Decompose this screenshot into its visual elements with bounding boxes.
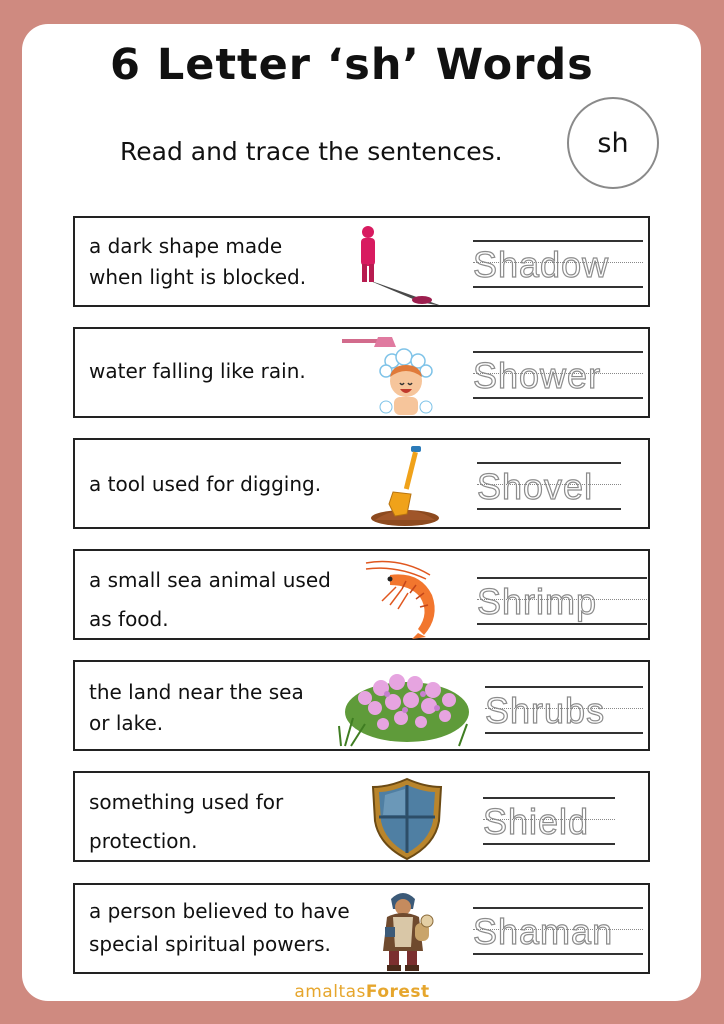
description-line: special spiritual powers.	[89, 932, 331, 956]
brand-light: amaltas	[294, 982, 366, 1002]
description-line: something used for	[89, 790, 284, 814]
row-description	[89, 783, 283, 861]
exercise-row-shrubs	[73, 660, 650, 751]
row-description	[89, 359, 306, 384]
description-line: protection.	[89, 829, 198, 853]
exercise-row-shovel	[73, 438, 650, 529]
description-line: the land near the sea	[89, 680, 304, 704]
trace-letters: Shadow	[473, 244, 610, 285]
exercise-row-shadow	[73, 216, 650, 307]
sh-badge: sh	[567, 97, 659, 189]
trace-letters: Shrimp	[477, 581, 598, 622]
trace-word-shower[interactable]	[473, 349, 643, 405]
exercise-row-shrimp	[73, 549, 650, 640]
shovel-icon	[365, 444, 445, 528]
exercise-row-shaman	[73, 883, 650, 974]
row-description	[89, 899, 350, 957]
description-line: water falling like rain.	[89, 359, 306, 383]
trace-word-shaman[interactable]	[473, 905, 643, 961]
trace-word-shrimp[interactable]	[477, 575, 647, 631]
trace-word-shovel[interactable]	[477, 460, 621, 516]
shower-child-icon	[340, 331, 440, 417]
instruction-text: Read and trace the sentences.	[120, 137, 503, 166]
exercise-row-shower	[73, 327, 650, 418]
row-description	[89, 234, 306, 290]
description-line: or lake.	[89, 711, 164, 735]
row-description	[89, 561, 331, 639]
trace-letters: Shrubs	[485, 690, 606, 731]
description-line: a small sea animal used	[89, 568, 331, 592]
trace-word-shield[interactable]	[483, 795, 615, 851]
row-description	[89, 680, 304, 736]
trace-word-shadow[interactable]	[473, 238, 643, 294]
description-line: a dark shape made	[89, 234, 283, 258]
exercise-row-shield	[73, 771, 650, 862]
description-line: a tool used for digging.	[89, 472, 322, 496]
shield-icon	[369, 777, 445, 861]
shrubs-icon	[335, 668, 473, 748]
trace-letters: Shield	[483, 801, 590, 842]
shrimp-icon	[360, 555, 445, 639]
description-line: a person believed to have	[89, 899, 350, 923]
brand-footer	[0, 982, 724, 1002]
trace-letters: Shower	[473, 355, 602, 396]
description-line: as food.	[89, 607, 169, 631]
trace-letters: Shovel	[477, 466, 594, 507]
shaman-icon	[371, 887, 441, 973]
page-title: 6 Letter ‘sh’ Words	[110, 40, 594, 90]
shadow-figure-icon	[350, 222, 445, 306]
trace-letters: Shaman	[473, 911, 614, 952]
brand-bold: Forest	[365, 982, 430, 1002]
row-description	[89, 472, 321, 497]
trace-word-shrubs[interactable]	[485, 684, 643, 740]
description-line: when light is blocked.	[89, 265, 307, 289]
